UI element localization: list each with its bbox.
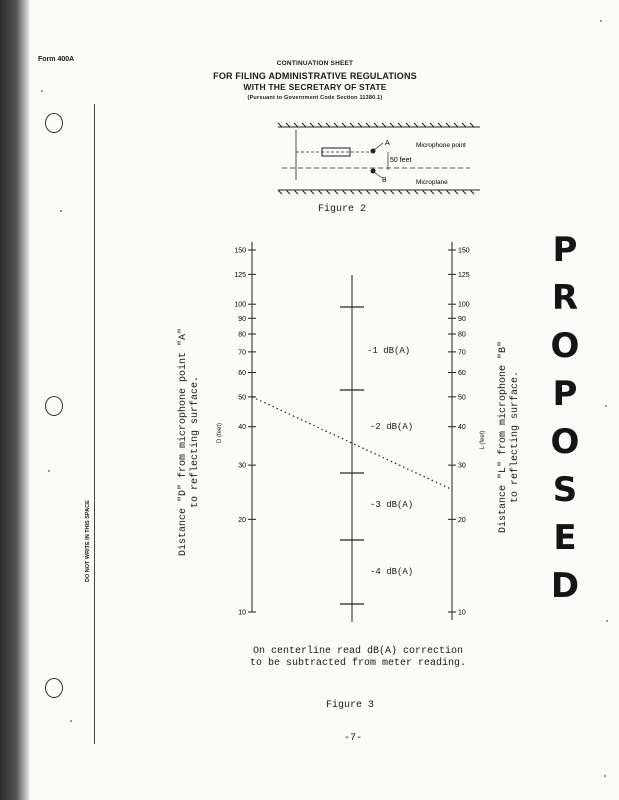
left-axis-unit: D (feet): [217, 423, 223, 444]
left-scale-tick-label: 10: [238, 609, 246, 617]
stamp-letter: E: [553, 518, 577, 558]
right-axis-unit: L (feet): [480, 430, 486, 450]
left-scale-tick-label: 60: [238, 369, 246, 377]
right-scale-tick-label: 125: [458, 271, 470, 279]
left-axis-title: [178, 312, 202, 572]
point-a-label: A: [385, 140, 390, 147]
header-line-1: CONTINUATION SHEET: [276, 60, 354, 67]
right-scale-tick-label: 150: [458, 247, 470, 255]
correction-label-2: -2 dB(A): [370, 422, 414, 432]
header-line-4: (Pursuant to Government Code Section 11380.1): [247, 95, 383, 101]
margin-note: DO NOT WRITE IN THIS SPACE: [85, 500, 91, 582]
right-axis-title-line-1: Distance "L" from microphone "B": [498, 340, 509, 534]
left-scale-tick-label: 30: [238, 462, 246, 470]
left-scale-tick-label: 20: [238, 516, 246, 524]
correction-label-1: -1 dB(A): [367, 346, 411, 356]
left-scale-ticks: [234, 248, 256, 617]
right-scale-tick-label: 80: [458, 331, 466, 339]
header-line-3: WITH THE SECRETARY OF STATE: [243, 82, 387, 92]
stamp-letter: P: [552, 230, 578, 270]
left-scale-tick-label: 125: [234, 271, 246, 279]
left-scale-tick-label: 100: [234, 301, 246, 309]
right-axis-title-line-2: to reflecting surface.: [510, 370, 521, 504]
right-scale-tick-label: 50: [458, 394, 466, 402]
stamp-letter: D: [550, 566, 580, 606]
correction-label-3: -3 dB(A): [370, 500, 414, 510]
distance-label: 50 feet: [390, 157, 412, 164]
left-axis-title-line-1: Distance "D" from microphone point "A": [178, 327, 189, 557]
instruction-line-2: to be subtracted from meter reading.: [249, 658, 467, 669]
right-scale-tick-label: 40: [458, 424, 466, 432]
point-b-label: B: [382, 177, 387, 184]
correction-label-4: -4 dB(A): [370, 567, 414, 577]
right-axis-title: [498, 307, 522, 567]
left-scale-tick-label: 150: [234, 247, 246, 255]
left-axis-title-line-2: to reflecting surface.: [190, 375, 201, 509]
instruction-line-1: On centerline read dB(A) correction: [252, 646, 464, 657]
stamp-letter: O: [550, 422, 580, 462]
instruction-note: [238, 646, 478, 670]
header-line-2: FOR FILING ADMINISTRATIVE REGULATIONS: [213, 71, 417, 81]
right-scale-tick-label: 100: [458, 301, 470, 309]
form-number: Form 400A: [38, 56, 75, 63]
figure-2-caption: Figure 2: [318, 204, 367, 215]
stamp-letter: P: [552, 374, 578, 414]
page-number: -7-: [344, 733, 363, 744]
microplane-label: Microplane: [416, 179, 448, 186]
right-scale-tick-label: 90: [458, 315, 466, 323]
stamp-letter: O: [550, 326, 580, 366]
left-scale-tick-label: 80: [238, 331, 246, 339]
figure-3-caption: Figure 3: [326, 700, 375, 711]
right-scale-tick-label: 60: [458, 369, 466, 377]
stamp-letter: S: [552, 470, 578, 510]
left-scale-tick-label: 40: [238, 424, 246, 432]
left-scale-tick-label: 90: [238, 315, 246, 323]
right-scale-ticks: [448, 248, 470, 617]
microphone-point-label: Microphone point: [416, 142, 466, 149]
right-scale-tick-label: 20: [458, 516, 466, 524]
stamp-letter: R: [551, 278, 579, 318]
right-scale-tick-label: 30: [458, 462, 466, 470]
left-scale-tick-label: 70: [238, 349, 246, 357]
right-scale-tick-label: 10: [458, 609, 466, 617]
right-scale-tick-label: 70: [458, 349, 466, 357]
left-scale-tick-label: 50: [238, 394, 246, 402]
